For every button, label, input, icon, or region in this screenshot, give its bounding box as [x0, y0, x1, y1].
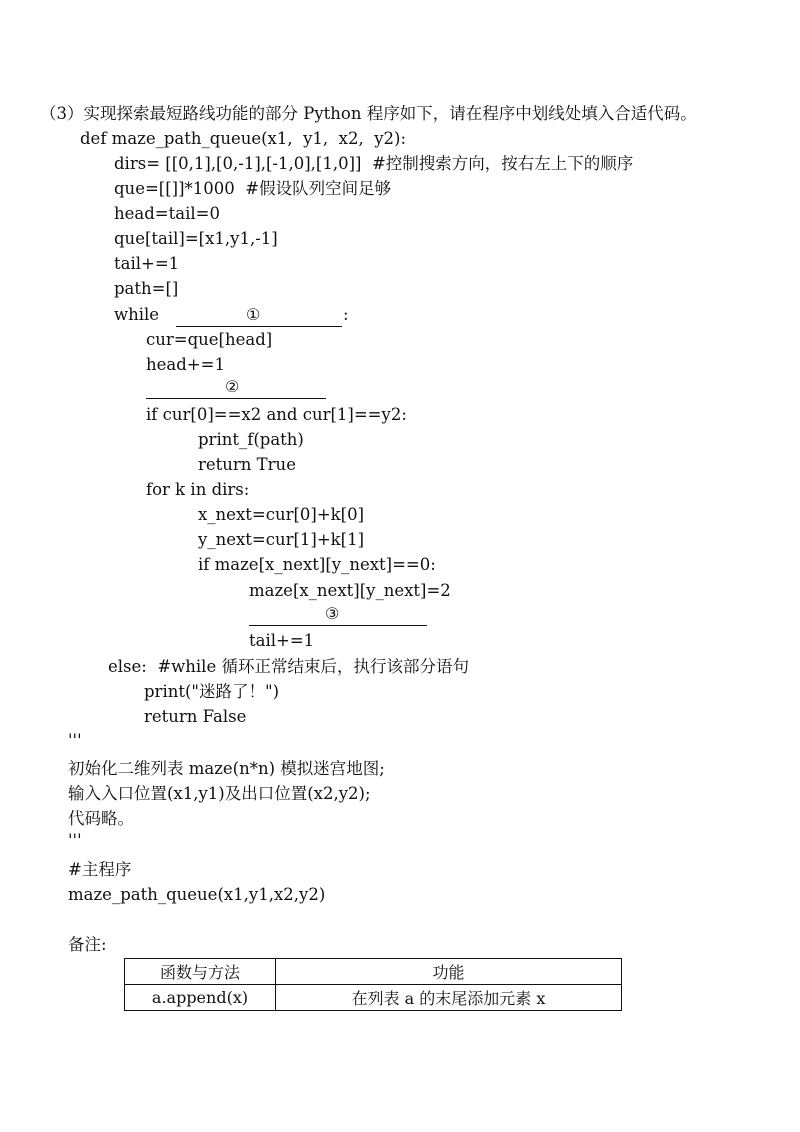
- code-line-path: path=[]: [114, 279, 179, 298]
- table-row: [125, 985, 622, 1011]
- code-line-if-goal: if cur[0]==x2 and cur[1]==y2:: [146, 405, 407, 424]
- code-line-tail-inc: tail+=1: [114, 254, 180, 273]
- code-line-maze-set: maze[x_next][y_next]=2: [249, 581, 451, 600]
- code-line-cur: cur=que[head]: [146, 330, 273, 349]
- answer-blank-1[interactable]: [176, 304, 342, 327]
- table-header-row: [125, 959, 622, 985]
- blank-2-marker: ②: [225, 377, 240, 396]
- table-header-cell: 功能: [276, 959, 622, 985]
- code-line-que: que=[[]]*1000 #假设队列空间足够: [114, 179, 392, 198]
- code-line-head-tail: head=tail=0: [114, 204, 220, 223]
- code-line-while: while: [114, 305, 160, 324]
- comment-line-1: 初始化二维列表 maze(n*n) 模拟迷宫地图;: [68, 759, 385, 778]
- code-line-que-tail: que[tail]=[x1,y1,-1]: [114, 229, 278, 248]
- code-line-print-lost: print("迷路了！"): [144, 682, 280, 701]
- answer-blank-3[interactable]: [249, 603, 427, 626]
- code-line-else: else: #while 循环正常结束后，执行该部分语句: [108, 657, 469, 676]
- blank-3-marker: ③: [325, 604, 340, 623]
- comment-line-3: 代码略。: [68, 809, 134, 828]
- main-call: maze_path_queue(x1,y1,x2,y2): [68, 885, 326, 904]
- answer-blank-2[interactable]: [146, 376, 326, 399]
- blank-1-marker: ①: [246, 305, 261, 324]
- question-text: （3）实现探索最短路线功能的部分 Python 程序如下，请在程序中划线处填入合适代码。: [40, 104, 697, 123]
- code-line-dirs: dirs= [[0,1],[0,-1],[-1,0],[1,0]] #控制搜索方向，按右左上下的顺序: [114, 154, 634, 173]
- notes-label: 备注:: [68, 935, 107, 954]
- code-line-y-next: y_next=cur[1]+k[1]: [198, 530, 365, 549]
- code-line-for: for k in dirs:: [146, 480, 250, 499]
- code-line-if-maze: if maze[x_next][y_next]==0:: [198, 555, 436, 574]
- comment-line-2: 输入入口位置(x1,y1)及出口位置(x2,y2);: [68, 784, 371, 803]
- table-cell: 在列表 a 的末尾添加元素 x: [276, 985, 622, 1011]
- code-line-return-false: return False: [144, 707, 247, 726]
- code-line-head-inc: head+=1: [146, 355, 225, 374]
- notes-table: [124, 958, 622, 1011]
- code-line-tail-inc-2: tail+=1: [249, 631, 315, 650]
- code-line-print-f: print_f(path): [198, 430, 304, 449]
- while-colon: :: [343, 305, 349, 324]
- code-line-def: def maze_path_queue(x1, y1, x2, y2):: [80, 129, 407, 148]
- code-line-return-true: return True: [198, 455, 296, 474]
- main-comment: #主程序: [68, 860, 132, 879]
- triple-quote-close: ''': [68, 831, 82, 850]
- triple-quote-open: ''': [68, 731, 82, 750]
- table-header-cell: 函数与方法: [125, 959, 276, 985]
- code-line-x-next: x_next=cur[0]+k[0]: [198, 505, 365, 524]
- table-cell: a.append(x): [125, 985, 276, 1011]
